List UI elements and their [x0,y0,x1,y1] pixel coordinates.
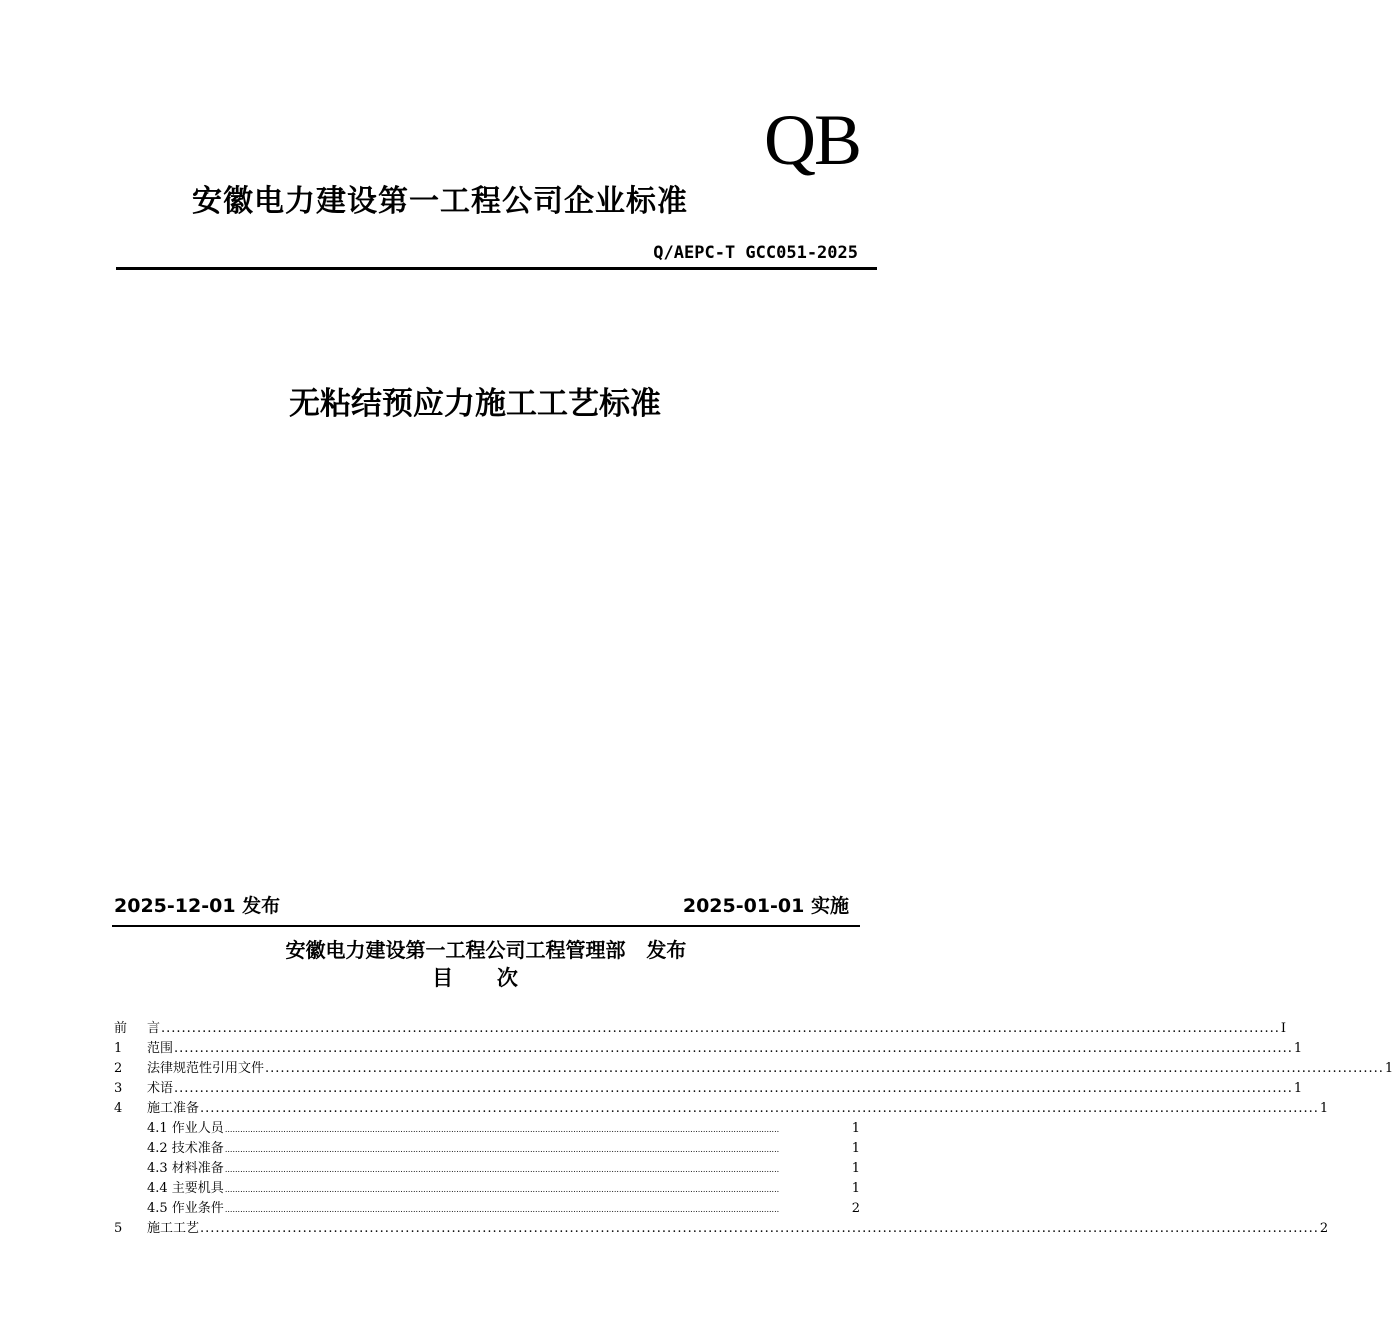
toc-entry-label: 言 [147,1021,161,1036]
toc-entry-label: 法律规范性引用文件 [147,1061,265,1076]
publish-date: 2025-12-01 发布 [114,895,281,917]
toc-entry-label: 范围 [147,1041,174,1056]
toc-entry-label: 4.4 主要机具 [147,1181,224,1196]
toc-entry-4-5[interactable] [114,1199,860,1219]
toc-entry-page: 1 [1293,1041,1303,1056]
footer-divider [112,925,860,927]
toc-entry-4-1[interactable] [114,1119,860,1139]
toc-leader-dots: .......................................................................................................................................................................................................................... [224,1145,780,1154]
toc-leader-dots: .......................................................................................................................................................................................................................... [224,1185,780,1194]
standard-type-mark: QB [763,100,860,180]
toc-leader-dots: .......................................................................................................................................................................................................................... [224,1165,780,1174]
toc-entry-number: 2 [114,1061,123,1076]
toc-entry-page: 1 [1293,1081,1303,1096]
toc-entry-label: 4.5 作业条件 [147,1201,224,1216]
toc-entry-label: 4.1 作业人员 [147,1121,224,1136]
toc-entry-page: 1 [1384,1061,1393,1076]
publisher-line: 安徽电力建设第一工程公司工程管理部 发布 [285,938,687,962]
toc-entry-page: 2 [851,1201,860,1216]
toc-entry-preface[interactable] [114,1019,1287,1039]
toc-entry-number: 前 [114,1021,128,1036]
toc-entry-number: 4 [114,1101,123,1116]
toc-leader-dots: .......................................................................................................................................................................................................................... [200,1221,1319,1236]
toc-entry-4-4[interactable] [114,1179,860,1199]
toc-title: 目 次 [432,966,518,990]
toc-entry-2[interactable] [114,1059,1393,1079]
toc-entry-page: I [1280,1021,1287,1036]
toc-entry-4-2[interactable] [114,1139,860,1159]
toc-entry-page: 1 [851,1161,860,1176]
toc-entry-label: 4.3 材料准备 [147,1161,224,1176]
toc-entry-number: 5 [114,1221,123,1236]
toc-entry-label: 术语 [147,1081,174,1096]
company-standard-title: 安徽电力建设第一工程公司企业标准 [192,184,688,219]
toc-entry-label: 4.2 技术准备 [147,1141,224,1156]
toc-leader-dots: .......................................................................................................................................................................................................................... [174,1041,1293,1056]
toc-leader-dots: .......................................................................................................................................................................................................................... [174,1081,1293,1096]
toc-leader-dots: .......................................................................................................................................................................................................................... [224,1205,780,1214]
toc-leader-dots: .......................................................................................................................................................................................................................... [200,1101,1319,1116]
toc-entry-page: 2 [1319,1221,1329,1236]
header-divider [116,267,877,270]
toc-entry-1[interactable] [114,1039,1303,1059]
toc-entry-4-3[interactable] [114,1159,860,1179]
toc-entry-5[interactable] [114,1219,1329,1239]
toc-leader-dots: .......................................................................................................................................................................................................................... [161,1021,1280,1036]
standard-title: 无粘结预应力施工工艺标准 [289,386,661,422]
implement-date: 2025-01-01 实施 [682,895,849,917]
toc-entry-page: 1 [851,1121,860,1136]
toc-entry-label: 施工工艺 [147,1221,200,1236]
toc-entry-number: 3 [114,1081,123,1096]
toc-leader-dots: .......................................................................................................................................................................................................................... [224,1125,780,1134]
toc-entry-page: 1 [851,1181,860,1196]
toc-entry-label: 施工准备 [147,1101,200,1116]
toc-entry-4[interactable] [114,1099,1329,1119]
toc-entry-page: 1 [1319,1101,1329,1116]
standard-code: Q/AEPC-T GCC051-2025 [653,243,858,263]
toc-entry-page: 1 [851,1141,860,1156]
table-of-contents [114,1019,1393,1239]
toc-entry-3[interactable] [114,1079,1303,1099]
toc-entry-number: 1 [114,1041,123,1056]
toc-leader-dots: .......................................................................................................................................................................................................................... [265,1061,1384,1076]
